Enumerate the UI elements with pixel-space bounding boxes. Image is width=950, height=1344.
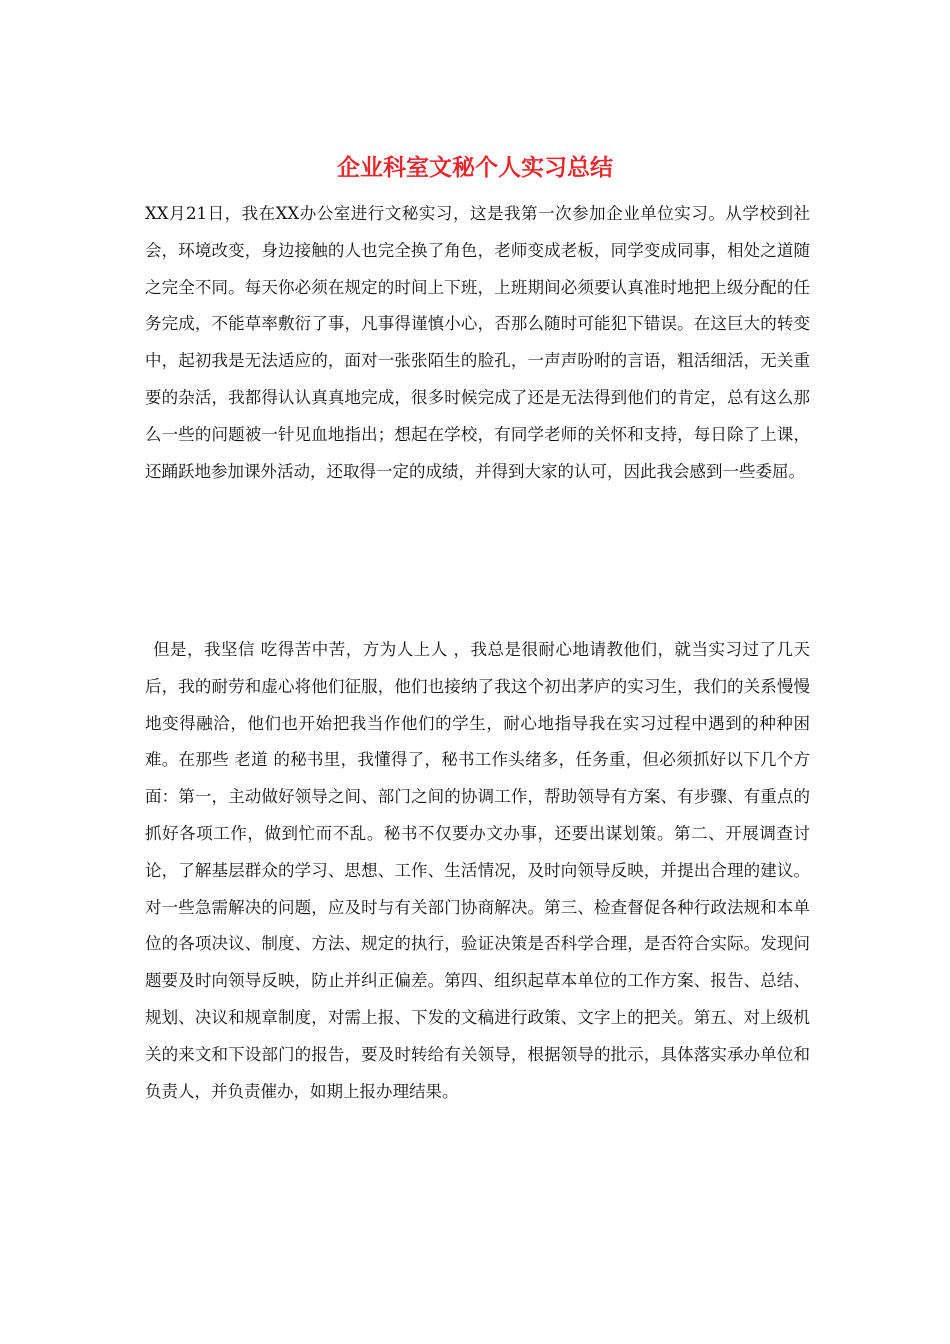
document-title: 企业科室文秘个人实习总结 [337, 154, 613, 181]
body-paragraph-2: 但是，我坚信 吃得苦中苦，方为人上人 ，我总是很耐心地请教他们，就当实习过了几天后，我的耐劳和虚心将他们征服，他们也接纳了我这个初出茅庐的实习生，我们的关系慢慢地变得融洽，他们也开始把我当作他们的学生，耐心地指导我在实习过程中遇到的种种困难。在那些 老道 的秘书里，我懂得了，秘书工作头绪多，任务重，但必须抓好以下几个方面：第一，主动做好领导之间、部门之间的协调工作，帮助领导有方案、有步骤、有重点的抓好各项工作，做到忙而不乱。秘书不仅要办文办事，还要出谋划策。第二、开展调查讨论，了解基层群众的学习、思想、工作、生活情况，及时向领导反映，并提出合理的建议。对一些急需解决的问题，应及时与有关部门协商解决。第三、检查督促各种行政法规和本单位的各项决议、制度、方法、规定的执行，验证决策是否科学合理，是否符合实际。发现问题要及时向领导反映，防止并纠正偏差。第四、组织起草本单位的工作方案、报告、总结、规划、决议和规章制度，对需上报、下发的文稿进行政策、文字上的把关。第五、对上级机关的来文和下设部门的报告，要及时转给有关领导，根据领导的批示，具体落实承办单位和负责人，并负责催办，如期上报办理结果。 [145, 640, 810, 1101]
body-paragraph-1: XX月21日，我在XX办公室进行文秘实习，这是我第一次参加企业单位实习。从学校到社会，环境改变，身边接触的人也完全换了角色，老师变成老板，同学变成同事，相处之道随之完全不同。每天你必须在规定的时间上下班，上班期间必须要认真准时地把上级分配的任务完成，不能草率敷衍了事，凡事得谨慎小心，否那么随时可能犯下错误。在这巨大的转变中，起初我是无法适应的，面对一张张陌生的脸孔，一声声吩咐的言语，粗活细活，无关重要的杂活，我都得认认真真地完成，很多时候完成了还是无法得到他们的肯定，总有这么那么一些的问题被一针见血地指出；想起在学校，有同学老师的关怀和支持，每日除了上课，还踊跃地参加课外活动，还取得一定的成绩，并得到大家的认可，因此我会感到一些委屈。 [145, 204, 810, 481]
